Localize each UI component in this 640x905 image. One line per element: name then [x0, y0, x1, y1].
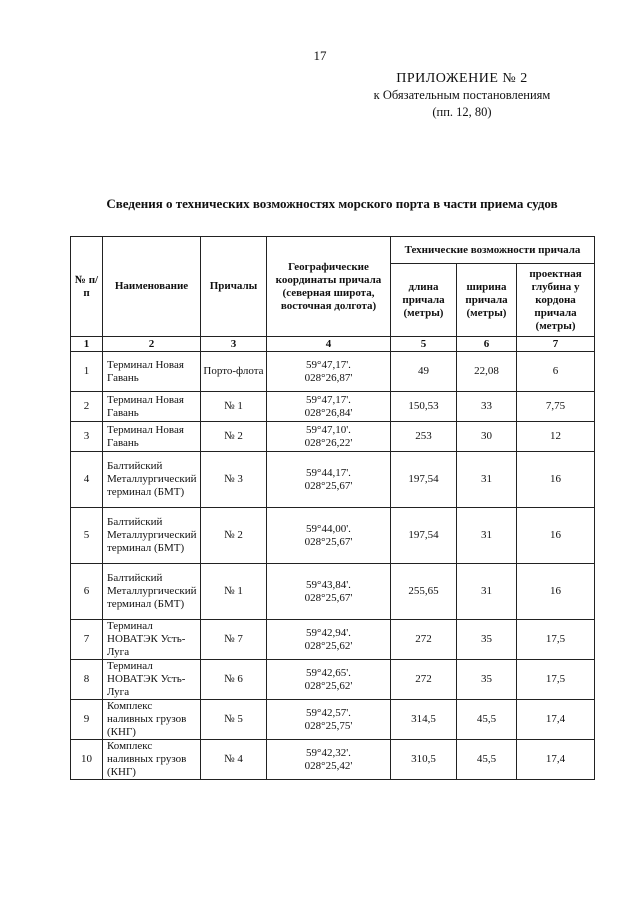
terminal-name-cell: Комплекс наливных грузов (КНГ): [103, 740, 201, 780]
width-cell: 33: [457, 392, 517, 422]
terminal-name-cell: Балтийский Металлургический терминал (БМТ): [103, 564, 201, 620]
width-cell: 45,5: [457, 700, 517, 740]
header-depth: проектная глубина у кордона причала (метры): [517, 264, 595, 337]
row-number-cell: 5: [71, 508, 103, 564]
longitude: 028°26,87': [304, 371, 353, 384]
width-cell: 22,08: [457, 352, 517, 392]
terminal-name-cell: Балтийский Металлургический терминал (БМТ): [103, 508, 201, 564]
appendix-points: (пп. 12, 80): [432, 105, 492, 119]
length-cell: 150,53: [391, 392, 457, 422]
latitude: 59°47,17'.: [306, 358, 351, 371]
column-number-row: [71, 337, 595, 352]
length-cell: 272: [391, 620, 457, 660]
length-cell: 197,54: [391, 452, 457, 508]
table-row: [71, 564, 595, 620]
coordinates-cell: [267, 422, 391, 452]
header-length: длина причала (метры): [391, 264, 457, 337]
coordinates-cell: [267, 352, 391, 392]
length-cell: 310,5: [391, 740, 457, 780]
column-number: 1: [71, 337, 103, 352]
depth-cell: 16: [517, 452, 595, 508]
latitude: 59°42,65'.: [306, 666, 351, 679]
longitude: 028°25,62': [304, 679, 353, 692]
latitude: 59°42,57'.: [306, 706, 351, 719]
latitude: 59°44,17'.: [306, 466, 351, 479]
length-cell: 272: [391, 660, 457, 700]
width-cell: 35: [457, 620, 517, 660]
berth-cell: № 7: [201, 620, 267, 660]
coordinates-cell: [267, 452, 391, 508]
column-number: 2: [103, 337, 201, 352]
depth-cell: 6: [517, 352, 595, 392]
page-number: 17: [313, 48, 327, 63]
table-row: [71, 700, 595, 740]
berth-cell: № 4: [201, 740, 267, 780]
row-number-cell: 9: [71, 700, 103, 740]
terminal-name-cell: Терминал НОВАТЭК Усть-Луга: [103, 660, 201, 700]
terminal-name-cell: Комплекс наливных грузов (КНГ): [103, 700, 201, 740]
length-cell: 253: [391, 422, 457, 452]
berth-cell: № 5: [201, 700, 267, 740]
depth-cell: 17,5: [517, 660, 595, 700]
appendix-subtitle: к Обязательным постановлениям: [373, 88, 551, 102]
coordinates-cell: [267, 660, 391, 700]
berth-cell: № 6: [201, 660, 267, 700]
coordinates-cell: [267, 392, 391, 422]
header-coordinates: Географические координаты причала (северная широта, восточная долгота): [267, 237, 391, 337]
longitude: 028°25,75': [304, 719, 353, 732]
table-row: [71, 660, 595, 700]
depth-cell: 17,4: [517, 740, 595, 780]
terminal-name-cell: Терминал Новая Гавань: [103, 352, 201, 392]
longitude: 028°25,67': [304, 591, 353, 604]
row-number-cell: 2: [71, 392, 103, 422]
column-number: 6: [457, 337, 517, 352]
appendix-header: [332, 70, 592, 121]
table-row: [71, 452, 595, 508]
depth-cell: 16: [517, 564, 595, 620]
length-cell: 314,5: [391, 700, 457, 740]
longitude: 028°26,84': [304, 406, 353, 419]
longitude: 028°25,42': [304, 759, 353, 772]
coordinates-cell: [267, 508, 391, 564]
table-row: [71, 740, 595, 780]
header-num: № п/п: [71, 237, 103, 337]
latitude: 59°42,32'.: [306, 746, 351, 759]
coordinates-cell: [267, 564, 391, 620]
row-number-cell: 8: [71, 660, 103, 700]
column-number: 4: [267, 337, 391, 352]
column-number: 5: [391, 337, 457, 352]
width-cell: 31: [457, 508, 517, 564]
terminal-name-cell: Терминал Новая Гавань: [103, 392, 201, 422]
column-number: 7: [517, 337, 595, 352]
latitude: 59°47,10'.: [306, 423, 351, 436]
row-number-cell: 1: [71, 352, 103, 392]
depth-cell: 17,4: [517, 700, 595, 740]
berths-table: [70, 236, 595, 780]
width-cell: 31: [457, 452, 517, 508]
terminal-name-cell: Терминал НОВАТЭК Усть-Луга: [103, 620, 201, 660]
longitude: 028°25,67': [304, 479, 353, 492]
row-number-cell: 10: [71, 740, 103, 780]
berth-cell: № 1: [201, 564, 267, 620]
table-row: [71, 422, 595, 452]
coordinates-cell: [267, 620, 391, 660]
terminal-name-cell: Балтийский Металлургический терминал (БМТ): [103, 452, 201, 508]
depth-cell: 16: [517, 508, 595, 564]
width-cell: 35: [457, 660, 517, 700]
terminal-name-cell: Терминал Новая Гавань: [103, 422, 201, 452]
length-cell: 49: [391, 352, 457, 392]
latitude: 59°47,17'.: [306, 393, 351, 406]
coordinates-cell: [267, 740, 391, 780]
berth-cell: № 3: [201, 452, 267, 508]
coordinates-cell: [267, 700, 391, 740]
width-cell: 45,5: [457, 740, 517, 780]
width-cell: 31: [457, 564, 517, 620]
depth-cell: 7,75: [517, 392, 595, 422]
longitude: 028°26,22': [304, 436, 353, 449]
latitude: 59°43,84'.: [306, 578, 351, 591]
depth-cell: 12: [517, 422, 595, 452]
berth-cell: № 1: [201, 392, 267, 422]
berth-cell: № 2: [201, 508, 267, 564]
row-number-cell: 3: [71, 422, 103, 452]
latitude: 59°42,94'.: [306, 626, 351, 639]
table-row: [71, 352, 595, 392]
width-cell: 30: [457, 422, 517, 452]
berth-cell: Порто-флота: [201, 352, 267, 392]
depth-cell: 17,5: [517, 620, 595, 660]
header-tech-capabilities: Технические возможности причала: [391, 237, 595, 264]
header-berths: Причалы: [201, 237, 267, 337]
latitude: 59°44,00'.: [306, 522, 351, 535]
table-row: [71, 620, 595, 660]
berth-cell: № 2: [201, 422, 267, 452]
length-cell: 255,65: [391, 564, 457, 620]
appendix-title: ПРИЛОЖЕНИЕ № 2: [396, 71, 528, 86]
row-number-cell: 4: [71, 452, 103, 508]
length-cell: 197,54: [391, 508, 457, 564]
row-number-cell: 7: [71, 620, 103, 660]
header-width: ширина причала (метры): [457, 264, 517, 337]
longitude: 028°25,62': [304, 639, 353, 652]
longitude: 028°25,67': [304, 535, 353, 548]
table-row: [71, 508, 595, 564]
column-number: 3: [201, 337, 267, 352]
row-number-cell: 6: [71, 564, 103, 620]
document-title: Сведения о технических возможностях морского порта в части приема судов: [106, 196, 558, 211]
table-row: [71, 392, 595, 422]
table-body: [71, 352, 595, 780]
header-name: Наименование: [103, 237, 201, 337]
